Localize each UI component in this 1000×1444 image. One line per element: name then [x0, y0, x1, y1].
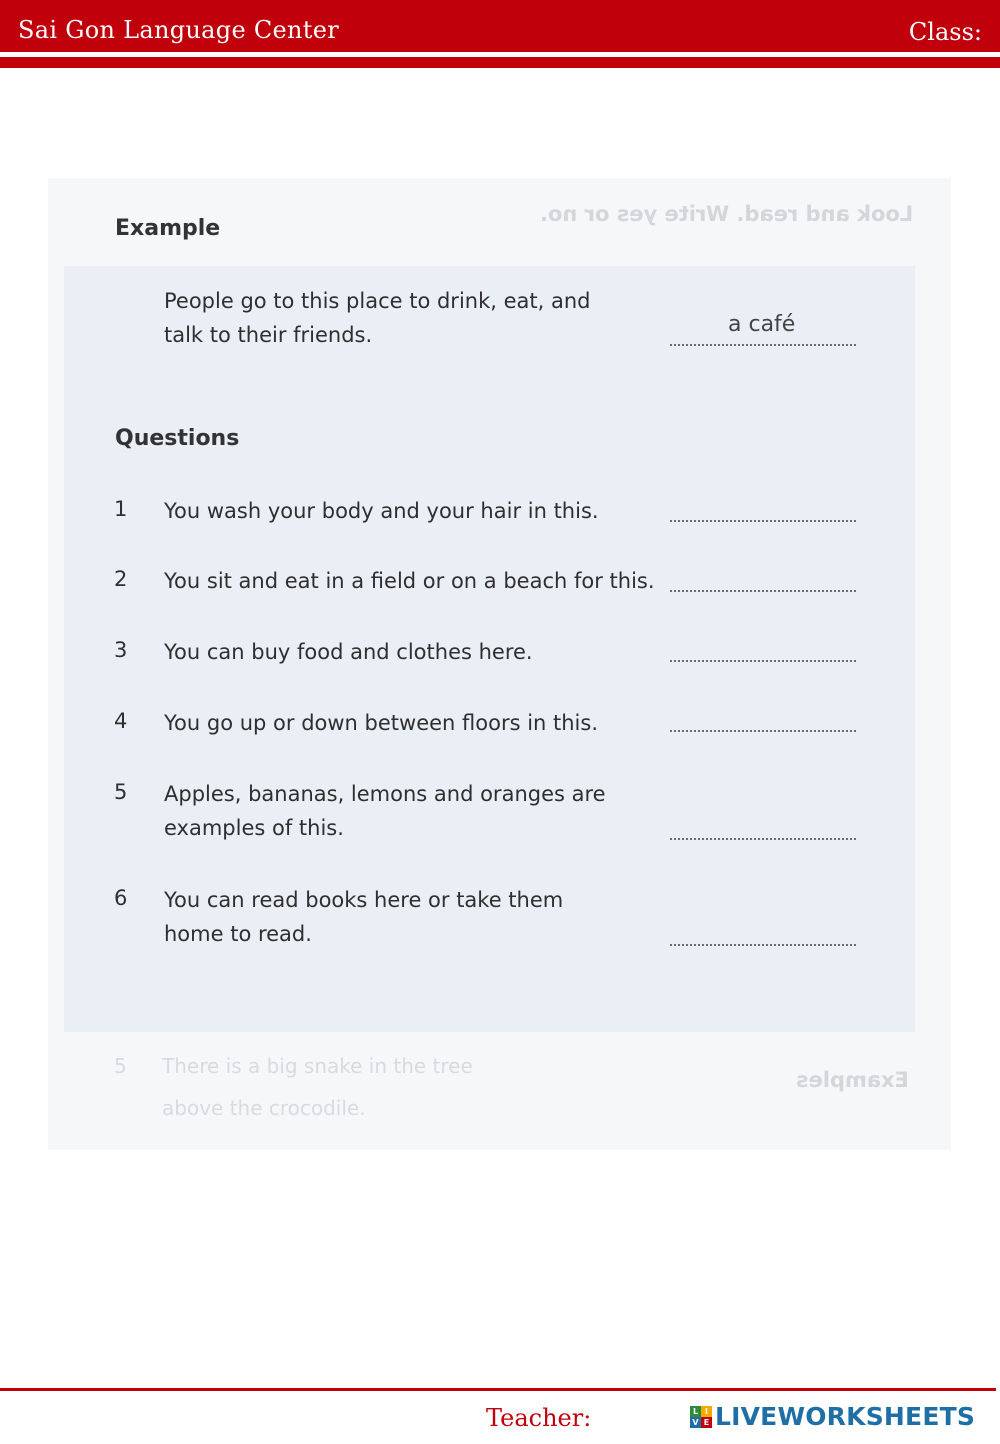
- bleed-through-line2: above the crocodile.: [162, 1096, 366, 1120]
- answer-line-2[interactable]: [670, 590, 856, 592]
- question-number: 4: [114, 709, 128, 733]
- question-text: Apples, bananas, lemons and oranges are: [164, 782, 606, 806]
- example-line-1: People go to this place to drink, eat, and: [164, 289, 591, 313]
- question-number: 2: [114, 567, 128, 591]
- liveworksheets-logo[interactable]: [690, 1402, 975, 1431]
- answer-line-6[interactable]: [670, 944, 856, 946]
- question-text: You sit and eat in a field or on a beach for this.: [164, 569, 655, 593]
- brand-name: LIVEWORKSHEETS: [715, 1402, 976, 1431]
- class-label: Class:: [908, 18, 982, 46]
- scanned-worksheet: [48, 178, 951, 1150]
- footer-divider: [0, 1388, 996, 1391]
- header-divider: [0, 57, 1000, 68]
- brand-icon-letter: L: [690, 1406, 701, 1417]
- question-number: 5: [114, 780, 128, 804]
- example-line-2: talk to their friends.: [164, 323, 373, 347]
- answer-line-1[interactable]: [670, 520, 856, 522]
- questions-heading: Questions: [115, 426, 240, 451]
- example-answer: a café: [728, 312, 796, 337]
- question-text: You can read books here or take them: [164, 888, 564, 912]
- school-name: Sai Gon Language Center: [18, 16, 340, 44]
- example-answer-line: [670, 344, 856, 346]
- question-text: You wash your body and your hair in this.: [164, 499, 599, 523]
- question-text: You can buy food and clothes here.: [164, 640, 533, 664]
- question-number: 1: [114, 497, 128, 521]
- bleed-through-heading: Look and read. Write yes or no.: [539, 202, 913, 226]
- brand-icon-letter: V: [690, 1417, 701, 1428]
- question-text-continued: examples of this.: [164, 816, 344, 840]
- question-text-continued: home to read.: [164, 922, 312, 946]
- bleed-through-number: 5: [114, 1054, 127, 1078]
- question-text: You go up or down between floors in this.: [164, 711, 599, 735]
- brand-icon-letter: I: [701, 1406, 712, 1417]
- teacher-label: Teacher:: [486, 1404, 592, 1432]
- example-heading: Example: [115, 216, 221, 241]
- question-number: 6: [114, 886, 128, 910]
- answer-line-4[interactable]: [670, 730, 856, 732]
- bleed-through-line1: There is a big snake in the tree: [162, 1054, 473, 1078]
- question-number: 3: [114, 638, 128, 662]
- brand-icon-letter: E: [701, 1417, 712, 1428]
- liveworksheets-icon: [690, 1406, 712, 1428]
- answer-line-5[interactable]: [670, 838, 856, 840]
- answer-line-3[interactable]: [670, 660, 856, 662]
- bleed-through-examples: Examples: [796, 1068, 909, 1092]
